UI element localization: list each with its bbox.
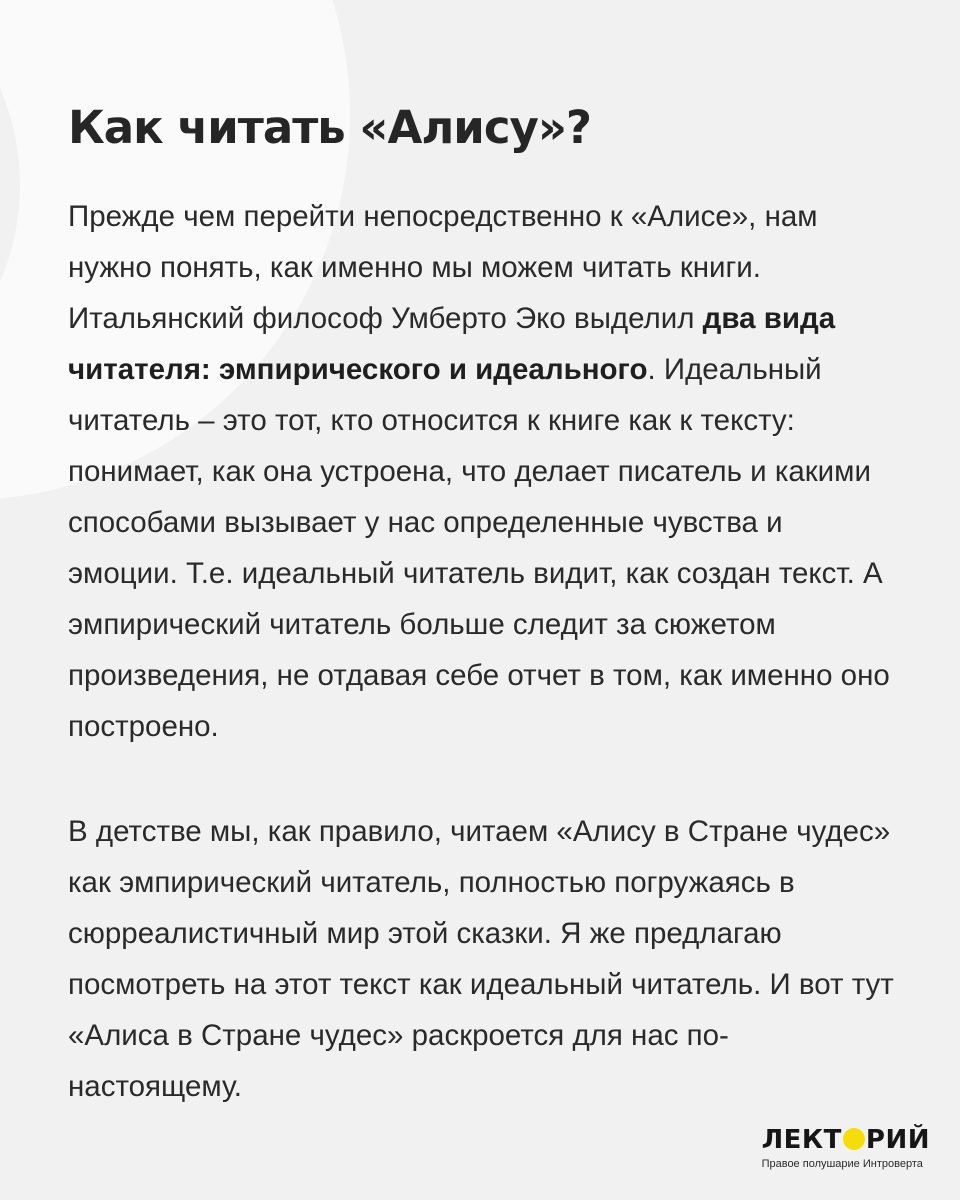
logo-wordmark xyxy=(762,1125,930,1155)
paragraph-1-text-before: Прежде чем перейти непосредственно к «Алисе», нам нужно понять, как именно мы можем читать книги. Итальянский философ Умберто Эко выделил xyxy=(68,200,818,335)
logo-tagline: Правое полушарие Интроверта xyxy=(761,1158,923,1170)
article xyxy=(68,88,898,1112)
paragraph-1 xyxy=(68,191,898,752)
page-title: Как читать «Алису»? xyxy=(68,101,591,154)
logo-word-end: РИЙ xyxy=(865,1125,930,1155)
logo-word-start: ЛЕКТ xyxy=(761,1125,842,1155)
paragraph-1-text-after: . Идеальный читатель – это тот, кто относится к книге как к тексту: понимает, как она устроена, что делает писатель и какими способами вызывает у нас определенные чувства и эмоции. Т.е. идеальный читатель видит, как создан текст. А эмпирический читатель больше следит за сюжетом произведения, не отдавая себе отчет в том, как именно оно построено. xyxy=(68,353,890,743)
paragraph-2: В детстве мы, как правило, читаем «Алису в Стране чудес» как эмпирический читатель, полностью погружаясь в сюрреалистичный мир этой сказки. Я же предлагаю посмотреть на этот текст как идеальный читатель. И вот тут «Алиса в Стране чудес» раскроется для нас по-настоящему. xyxy=(68,815,894,1103)
brand-logo xyxy=(762,1125,930,1170)
paragraph-1-bold-text: два вида читателя: эмпирического и идеального xyxy=(68,302,836,386)
logo-circle-icon xyxy=(843,1128,865,1150)
